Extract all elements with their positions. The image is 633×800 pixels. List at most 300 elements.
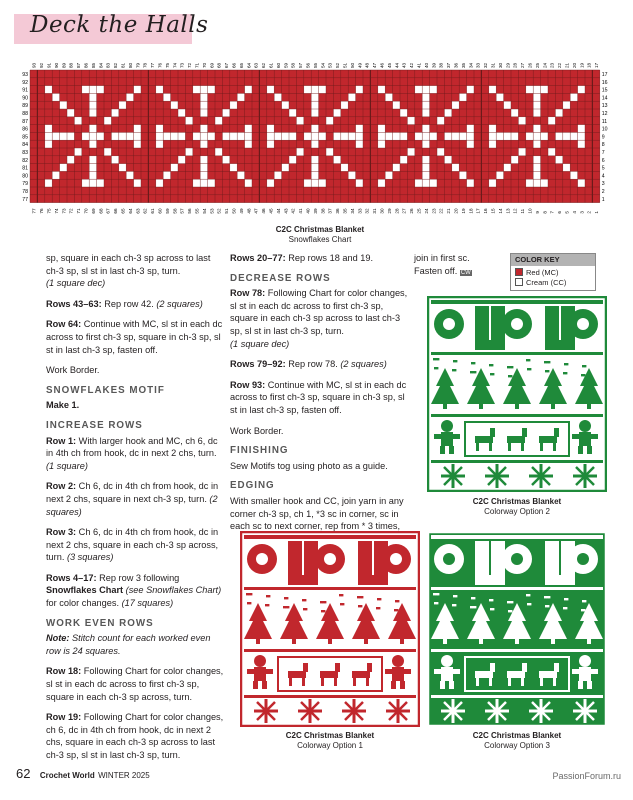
column-number-top: 63 <box>253 62 259 68</box>
snowflake-cell <box>82 86 89 94</box>
para-row-18: Row 18: Following Chart for color changes, sl st in each dc across to first ch-3 sp, square in each ch-3 sp across, turn. <box>46 666 224 702</box>
column-number-top: 88 <box>68 62 74 68</box>
gingerbread-leg <box>262 681 267 689</box>
row-number-right: 5 <box>601 165 605 172</box>
snowflake-cell <box>89 109 96 117</box>
column-number-bottom: 23 <box>431 208 437 214</box>
snowflake-cell <box>311 93 318 101</box>
ornament-center <box>443 553 455 565</box>
snowflake-cell <box>400 109 407 117</box>
snowflake-cell <box>163 171 170 179</box>
snowflake-cell <box>89 101 96 109</box>
reindeer-leg <box>476 678 479 686</box>
snowflake-cell <box>533 156 540 164</box>
snowflake-cell <box>378 140 385 148</box>
gingerbread-arms <box>572 434 598 439</box>
snow-dot <box>304 599 306 601</box>
row-number-right: 8 <box>601 142 605 149</box>
column-number-top: 80 <box>127 62 133 68</box>
column-number-bottom: 52 <box>216 208 222 214</box>
snowflake-cell <box>193 179 200 187</box>
reindeer-icon <box>288 671 306 678</box>
reindeer-neck <box>367 663 372 672</box>
gingerbread-leg <box>578 681 583 689</box>
row-number-left: 89 <box>22 103 28 110</box>
snowflake-cell <box>267 86 274 94</box>
column-number-bottom: 17 <box>475 208 481 214</box>
stocking-foot <box>491 575 505 585</box>
snowflake-cell <box>541 179 548 187</box>
snowflake-cell <box>422 156 429 164</box>
snowflake-cell <box>230 101 237 109</box>
snowflake-cell <box>533 86 540 94</box>
gingerbread-arms <box>434 669 460 674</box>
row-number-left: 80 <box>22 173 28 180</box>
reindeer-leg <box>553 443 556 451</box>
snowflake-cell <box>156 179 163 187</box>
column-number-top: 44 <box>394 62 400 68</box>
column-number-top: 49 <box>357 62 363 68</box>
snow-dot <box>511 366 513 368</box>
column-number-top: 17 <box>594 62 600 68</box>
column-number-top: 52 <box>335 62 341 68</box>
color-key-red <box>515 268 591 278</box>
snowflake-cell <box>533 93 540 101</box>
column-number-bottom: 22 <box>438 208 444 214</box>
snowflake-cell <box>245 86 252 94</box>
snowflake-cell <box>119 132 126 140</box>
column-number-top: 81 <box>120 62 126 68</box>
snowflake-cell <box>526 179 533 187</box>
para-row-64: Row 64: Continue with MC, sl st in each dc across to first ch-3 sp, square in ch-3 sp, sl st in last ch-3 sp, fasten off. <box>46 319 223 355</box>
snowflake-cell <box>267 125 274 133</box>
gingerbread-arms <box>247 669 273 674</box>
para-continued: sp, square in each ch-3 sp across to last ch-3 sp, sl st in last ch-3 sp, turn. (1 square dec) <box>46 253 211 289</box>
snowflake-cell <box>185 117 192 125</box>
snowflake-cell <box>422 86 429 94</box>
column-number-bottom: 69 <box>90 208 96 214</box>
stocking-icon <box>475 306 489 340</box>
stocking-icon <box>491 306 505 340</box>
column-number-top: 60 <box>275 62 281 68</box>
snowflake-cell <box>52 93 59 101</box>
snow-dot <box>249 602 251 604</box>
snowflake-cell <box>237 93 244 101</box>
para-sew: Sew Motifs tog using photo as a guide. <box>230 460 388 471</box>
row-number-right: 13 <box>601 103 608 110</box>
ornament-center <box>511 553 523 565</box>
column-number-bottom: 43 <box>283 208 289 214</box>
snowflake-cell <box>533 132 540 140</box>
snowflake-cell <box>422 109 429 117</box>
snowflake-cell <box>185 148 192 156</box>
gingerbread-arms <box>572 669 598 674</box>
column-number-bottom: 61 <box>150 208 156 214</box>
snowflake-cell <box>326 117 333 125</box>
snow-dot <box>287 606 289 608</box>
reindeer-leg <box>521 678 524 686</box>
snow-dot <box>565 372 567 374</box>
snowflake-cell <box>348 132 355 140</box>
snowflake-cell <box>319 86 326 94</box>
snow-dot <box>323 610 325 612</box>
snow-dot <box>360 605 362 607</box>
snowflake-cell <box>489 140 496 148</box>
row-number-right: 6 <box>601 157 605 164</box>
row-number-right: 16 <box>601 79 608 86</box>
column-number-top: 87 <box>76 62 82 68</box>
snowflake-cell <box>289 156 296 164</box>
row-number-left: 77 <box>22 196 28 203</box>
snowflake-cell <box>526 86 533 94</box>
column-number-top: 53 <box>327 62 333 68</box>
snowflake-cell <box>422 132 429 140</box>
snow-dot <box>474 606 476 608</box>
para-rows-79-92: Rows 79–92: Rep row 78. (2 squares) <box>230 359 387 370</box>
gingerbread-leg <box>578 446 583 454</box>
column-number-bottom: 26 <box>409 208 415 214</box>
row-number-right: 12 <box>601 111 608 117</box>
snowflake-cell <box>378 125 385 133</box>
snowflake-cell <box>422 140 429 148</box>
column-number-bottom: 6 <box>557 211 563 214</box>
snowflake-cell <box>430 132 437 140</box>
column-number-top: 20 <box>571 62 577 68</box>
snowflake-cell <box>393 101 400 109</box>
colorway-1-caption <box>230 731 430 751</box>
snowflake-cell <box>311 179 318 187</box>
snowflake-cell <box>555 109 562 117</box>
snowflake-cell <box>578 132 585 140</box>
snowflake-cell <box>333 132 340 140</box>
snowflake-cell <box>126 132 133 140</box>
para-join: join in first sc. Fasten off. CW <box>414 253 471 276</box>
snowflake-cell <box>504 101 511 109</box>
snowflake-cell <box>97 179 104 187</box>
snow-dot <box>437 358 439 360</box>
band-stripe <box>431 414 603 417</box>
column-number-bottom: 71 <box>76 208 82 214</box>
snowflake-cell <box>45 140 52 148</box>
snow-dot <box>324 601 326 603</box>
snowflake-cell <box>245 125 252 133</box>
column-number-bottom: 45 <box>268 208 274 214</box>
snowflake-cell <box>570 171 577 179</box>
column-number-top: 72 <box>187 62 193 68</box>
snowflake-cell <box>89 171 96 179</box>
stocking-icon <box>545 541 559 575</box>
snowflake-cell <box>208 179 215 187</box>
caption-sub: Colorway Option 3 <box>484 741 550 750</box>
snowflake-cell <box>459 93 466 101</box>
column-number-bottom: 70 <box>83 208 89 214</box>
snowflake-cell <box>89 156 96 164</box>
caption-sub: Snowflakes Chart <box>288 235 352 244</box>
snowflake-cell <box>200 140 207 148</box>
row-number-right: 9 <box>601 134 605 141</box>
column-number-top: 26 <box>527 62 533 68</box>
tree-trunk <box>364 639 368 644</box>
snowflake-cell <box>467 140 474 148</box>
snowflake-cell <box>518 117 525 125</box>
snowflake-cell <box>200 132 207 140</box>
reindeer-icon <box>352 671 370 678</box>
column-number-top: 58 <box>290 62 296 68</box>
snowflake-cell <box>570 132 577 140</box>
snowflake-cell <box>200 86 207 94</box>
snowflake-cell <box>496 132 503 140</box>
column-number-top: 18 <box>586 62 592 68</box>
column-number-bottom: 63 <box>135 208 141 214</box>
snowflake-cell <box>333 156 340 164</box>
snowflake-cell <box>89 93 96 101</box>
snowflake-cell <box>311 140 318 148</box>
column-number-bottom: 12 <box>512 208 518 214</box>
gingerbread-leg <box>253 681 258 689</box>
snowflake-cell <box>378 132 385 140</box>
gingerbread-leg <box>449 681 454 689</box>
reindeer-icon <box>507 436 525 443</box>
snowflake-cell <box>156 132 163 140</box>
snowflake-cell <box>237 132 244 140</box>
snowflake-cell <box>215 148 222 156</box>
snowflake-cell <box>296 148 303 156</box>
snowflake-cell <box>119 101 126 109</box>
gingerbread-leg <box>587 681 592 689</box>
tree-trunk <box>443 639 447 644</box>
snow-dot <box>473 362 475 364</box>
column-number-top: 19 <box>579 62 585 68</box>
tree-trunk <box>515 639 519 644</box>
gingerbread-leg <box>440 446 445 454</box>
snowflake-cell <box>200 101 207 109</box>
snowflake-cell <box>274 132 281 140</box>
column-number-bottom: 47 <box>253 208 259 214</box>
ornament-center <box>511 318 523 330</box>
heading-finishing: FINISHING <box>230 445 289 457</box>
snowflake-cell <box>200 93 207 101</box>
heading-work-even-rows: WORK EVEN ROWS <box>46 617 154 629</box>
column-number-bottom: 64 <box>127 208 133 214</box>
column-number-top: 39 <box>431 62 437 68</box>
column-number-top: 75 <box>164 62 170 68</box>
column-number-top: 71 <box>194 62 200 68</box>
snowflake-cell <box>97 86 104 94</box>
column-number-bottom: 31 <box>372 208 378 214</box>
column-number-top: 61 <box>268 62 274 68</box>
snowflake-cell <box>134 86 141 94</box>
snowflake-cell <box>304 86 311 94</box>
snowflake-cell <box>178 156 185 164</box>
column-number-bottom: 20 <box>453 208 459 214</box>
snowflake-cell <box>393 164 400 172</box>
snowflake-cell <box>504 164 511 172</box>
color-key-cream <box>515 278 591 288</box>
heading-snowflakes-motif: SNOWFLAKES MOTIF <box>46 384 165 396</box>
snow-dot <box>286 597 288 599</box>
snowflake-cell <box>89 125 96 133</box>
snowflake-cell <box>533 125 540 133</box>
snow-dot <box>250 593 252 595</box>
snowflake-cell <box>452 164 459 172</box>
row-number-left: 87 <box>22 118 28 125</box>
snowflake-cell <box>193 86 200 94</box>
snowflake-cell <box>341 101 348 109</box>
snowflake-cell <box>230 164 237 172</box>
snowflake-cell <box>541 86 548 94</box>
band-stripe <box>244 535 416 539</box>
snowflake-cell <box>437 117 444 125</box>
snowflake-cell <box>126 93 133 101</box>
snowflake-cell <box>200 164 207 172</box>
gingerbread-icon <box>392 655 404 667</box>
tree-trunk <box>551 404 555 409</box>
row-number-left: 90 <box>22 95 28 102</box>
column-number-top: 29 <box>505 62 511 68</box>
column-number-bottom: 25 <box>416 208 422 214</box>
reindeer-leg <box>334 678 337 686</box>
column-number-top: 84 <box>98 62 104 68</box>
column-number-bottom: 5 <box>564 211 570 214</box>
column-number-bottom: 35 <box>342 208 348 214</box>
stocking-icon <box>358 541 372 575</box>
stocking-icon <box>304 541 318 575</box>
snowflake-cell <box>326 148 333 156</box>
para-rows-20-77: Rows 20–77: Rep rows 18 and 19. <box>230 253 374 263</box>
magazine-name: Crochet World <box>39 771 95 780</box>
column-number-top: 56 <box>305 62 311 68</box>
snowflake-cell <box>319 179 326 187</box>
reindeer-neck <box>554 663 559 672</box>
snow-dot <box>378 607 380 609</box>
column-number-top: 43 <box>401 62 407 68</box>
gingerbread-icon <box>579 655 591 667</box>
column-number-top: 83 <box>105 62 111 68</box>
snow-dot <box>510 375 512 377</box>
snowflake-cell <box>67 109 74 117</box>
row-number-right: 14 <box>601 95 608 102</box>
column-number-bottom: 75 <box>46 208 52 214</box>
snowflake-cell <box>578 140 585 148</box>
caption-sub: Colorway Option 2 <box>484 507 550 516</box>
column-number-top: 59 <box>283 62 289 68</box>
snowflake-cell <box>563 164 570 172</box>
page-footer <box>16 766 150 781</box>
column-number-top: 34 <box>468 62 474 68</box>
snowflake-cell <box>489 125 496 133</box>
band-stripe <box>431 535 603 539</box>
column-number-bottom: 15 <box>490 208 496 214</box>
row-number-left: 88 <box>22 111 28 117</box>
snowflake-cell <box>393 132 400 140</box>
column-number-bottom: 32 <box>364 208 370 214</box>
reindeer-leg <box>553 678 556 686</box>
column-number-top: 23 <box>549 62 555 68</box>
band-stripe <box>431 587 603 590</box>
snowflake-cell <box>178 109 185 117</box>
column-number-top: 62 <box>261 62 267 68</box>
column-number-top: 30 <box>497 62 503 68</box>
reindeer-neck <box>522 663 527 672</box>
snowflake-cell <box>311 156 318 164</box>
para-work-border: Work Border. <box>46 365 100 376</box>
snowflake-cell <box>526 132 533 140</box>
column-number-bottom: 56 <box>187 208 193 214</box>
tree-trunk <box>587 404 591 409</box>
snowflake-cell <box>444 132 451 140</box>
column-number-bottom: 7 <box>549 211 555 214</box>
band-stripe <box>431 695 603 698</box>
column-number-top: 21 <box>564 62 570 68</box>
reindeer-leg <box>508 678 511 686</box>
snowflake-cell <box>356 86 363 94</box>
snowflake-cell <box>533 171 540 179</box>
column-number-top: 40 <box>423 62 429 68</box>
column-number-top: 35 <box>460 62 466 68</box>
column-number-bottom: 74 <box>53 208 59 214</box>
row-number-right: 2 <box>601 189 605 195</box>
end-mark: CW <box>460 269 471 276</box>
heading-edging: EDGING <box>230 480 275 492</box>
row-number-left: 78 <box>22 189 28 195</box>
snowflakes-chart-caption <box>220 225 420 245</box>
snowflake-cell <box>208 86 215 94</box>
snow-dot <box>473 597 475 599</box>
gingerbread-icon <box>441 420 453 432</box>
snowflake-cell <box>311 86 318 94</box>
column-number-bottom: 57 <box>179 208 185 214</box>
band-stripe <box>244 695 416 698</box>
snowflake-cell <box>230 132 237 140</box>
stocking-icon <box>491 541 505 575</box>
reindeer-leg <box>521 443 524 451</box>
snowflake-cell <box>452 101 459 109</box>
column-number-bottom: 62 <box>142 208 148 214</box>
column-number-top: 67 <box>224 62 230 68</box>
reindeer-leg <box>366 678 369 686</box>
column-number-top: 41 <box>416 62 422 68</box>
row-number-left: 84 <box>22 142 28 149</box>
snow-dot <box>455 360 457 362</box>
blanket-colorway-1 <box>240 531 420 727</box>
text-column-1 <box>46 252 224 770</box>
snowflake-cell <box>422 171 429 179</box>
snowflake-cell <box>430 179 437 187</box>
snowflake-cell <box>45 132 52 140</box>
column-number-top: 22 <box>557 62 563 68</box>
reindeer-leg <box>476 443 479 451</box>
snow-dot <box>492 373 494 375</box>
column-number-top: 82 <box>113 62 119 68</box>
snow-dot <box>268 595 270 597</box>
column-number-top: 64 <box>246 62 252 68</box>
column-number-bottom: 49 <box>238 208 244 214</box>
snowflake-cell <box>385 132 392 140</box>
column-number-bottom: 50 <box>231 208 237 214</box>
column-number-bottom: 4 <box>571 211 577 214</box>
column-number-bottom: 59 <box>164 208 170 214</box>
column-number-bottom: 33 <box>357 208 363 214</box>
gingerbread-leg <box>440 681 445 689</box>
column-number-bottom: 55 <box>194 208 200 214</box>
snow-dot <box>491 364 493 366</box>
snow-dot <box>436 602 438 604</box>
snowflake-cell <box>282 132 289 140</box>
snowflake-cell <box>237 171 244 179</box>
column-number-bottom: 10 <box>527 208 533 214</box>
snowflake-cell <box>215 117 222 125</box>
snowflake-cell <box>89 179 96 187</box>
